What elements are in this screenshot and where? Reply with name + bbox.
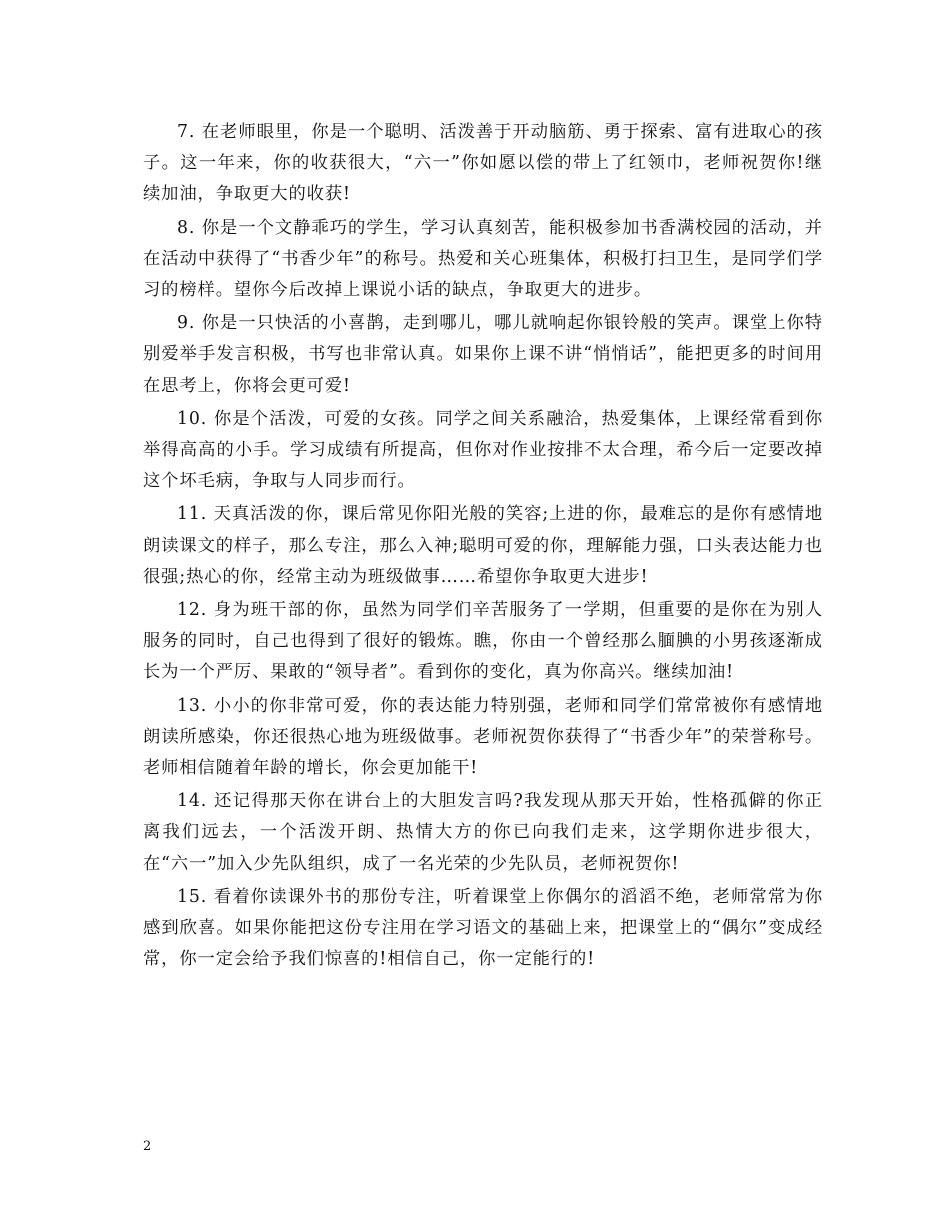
paragraph-11: 11. 天真活泼的你，课后常见你阳光般的笑容;上进的你，最难忘的是你有感情地朗读课文的样子，那么专注，那么入神;聪明可爱的你，理解能力强，口头表达能力也很强;热心的你，经常主动为班级做事……希望你争取更大进步! [143,504,823,587]
document-body [143,117,823,977]
paragraph-7: 7. 在老师眼里，你是一个聪明、活泼善于开动脑筋、勇于探索、富有进取心的孩子。这一年来，你的收获很大，“六一”你如愿以偿的带上了红领巾，老师祝贺你!继续加油，争取更大的收获! [143,122,823,205]
paragraph-15: 15. 看着你读课外书的那份专注，听着课堂上你偶尔的滔滔不绝，老师常常为你感到欣喜。如果你能把这份专注用在学习语文的基础上来，把课堂上的“偶尔”变成经常，你一定会给予我们惊喜的!相信自己，你一定能行的! [143,886,823,970]
paragraph-13: 13. 小小的你非常可爱，你的表达能力特别强，老师和同学们常常被你有感情地朗读所感染，你还很热心地为班级做事。老师祝贺你获得了“书香少年”的荣誉称号。老师相信随着年龄的增长，你会更加能干! [143,695,823,779]
paragraph-10: 10. 你是个活泼，可爱的女孩。同学之间关系融洽，热爱集体，上课经常看到你举得高高的小手。学习成绩有所提高，但你对作业按排不太合理，希今后一定要改掉这个坏毛病，争取与人同步而行。 [143,408,823,492]
paragraph-8: 8. 你是一个文静乖巧的学生，学习认真刻苦，能积极参加书香满校园的活动，并在活动中获得了“书香少年”的称号。热爱和关心班集体，积极打扫卫生，是同学们学习的榜样。望你今后改掉上课说小话的缺点，争取更大的进步。 [143,217,823,301]
paragraph-9: 9. 你是一只快活的小喜鹊，走到哪儿，哪儿就响起你银铃般的笑声。课堂上你特别爱举手发言积极，书写也非常认真。如果你上课不讲“悄悄话”，能把更多的时间用在思考上，你将会更可爱! [143,313,823,396]
paragraph-12: 12. 身为班干部的你，虽然为同学们辛苦服务了一学期，但重要的是你在为别人服务的同时，自己也得到了很好的锻炼。瞧，你由一个曾经那么腼腆的小男孩逐渐成长为一个严厉、果敢的“领导者”。看到你的变化，真为你高兴。继续加油! [143,600,823,683]
paragraph-14: 14. 还记得那天你在讲台上的大胆发言吗?我发现从那天开始，性格孤僻的你正离我们远去，一个活泼开朗、热情大方的你已向我们走来，这学期你进步很大，在“六一”加入少先队组织，成了一名光荣的少先队员，老师祝贺你! [143,791,823,874]
page-number: 2 [143,1139,152,1154]
